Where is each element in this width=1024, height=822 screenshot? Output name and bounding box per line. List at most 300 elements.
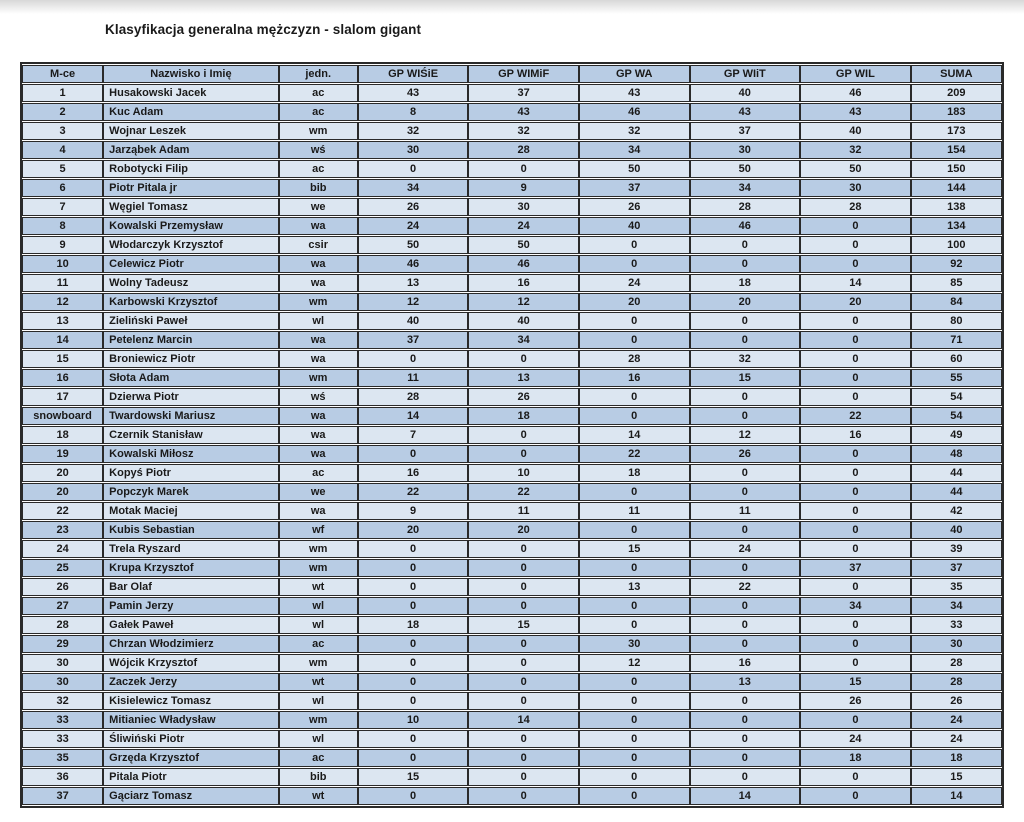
- cell-gp-wiit: 0: [690, 388, 801, 406]
- table-row: [22, 616, 1002, 634]
- cell-gp-wimif: 0: [468, 559, 579, 577]
- page-title: Klasyfikacja generalna mężczyzn - slalom gigant: [105, 22, 422, 37]
- cell-gp-wiit: 34: [690, 179, 801, 197]
- table-row: [22, 122, 1002, 140]
- cell-gp-wisie: 43: [358, 84, 469, 102]
- cell-gp-wa: 0: [579, 787, 690, 805]
- cell-name: Trela Ryszard: [103, 540, 279, 558]
- cell-suma: 24: [911, 730, 1002, 748]
- cell-name: Włodarczyk Krzysztof: [103, 236, 279, 254]
- cell-suma: 26: [911, 692, 1002, 710]
- table-row: [22, 103, 1002, 121]
- cell-gp-wisie: 0: [358, 540, 469, 558]
- cell-gp-wa: 24: [579, 274, 690, 292]
- cell-name: Wojnar Leszek: [103, 122, 279, 140]
- table-row: [22, 312, 1002, 330]
- column-header-gp-wisie: GP WIŚiE: [358, 65, 469, 83]
- cell-gp-wisie: 32: [358, 122, 469, 140]
- cell-gp-wimif: 0: [468, 635, 579, 653]
- cell-gp-wimif: 10: [468, 464, 579, 482]
- cell-gp-wimif: 40: [468, 312, 579, 330]
- cell-name: Dzierwa Piotr: [103, 388, 279, 406]
- cell-rank: 35: [22, 749, 103, 767]
- cell-gp-wiit: 0: [690, 255, 801, 273]
- cell-gp-wil: 50: [800, 160, 911, 178]
- cell-gp-wiit: 0: [690, 312, 801, 330]
- cell-rank: 17: [22, 388, 103, 406]
- cell-gp-wil: 0: [800, 578, 911, 596]
- cell-name: Kisielewicz Tomasz: [103, 692, 279, 710]
- cell-name: Petelenz Marcin: [103, 331, 279, 349]
- cell-rank: 18: [22, 426, 103, 444]
- cell-suma: 28: [911, 654, 1002, 672]
- cell-gp-wimif: 50: [468, 236, 579, 254]
- cell-gp-wil: 46: [800, 84, 911, 102]
- cell-gp-wiit: 43: [690, 103, 801, 121]
- cell-gp-wiit: 37: [690, 122, 801, 140]
- cell-suma: 24: [911, 711, 1002, 729]
- cell-gp-wisie: 0: [358, 635, 469, 653]
- cell-gp-wimif: 9: [468, 179, 579, 197]
- cell-gp-wa: 32: [579, 122, 690, 140]
- cell-unit: wa: [279, 255, 358, 273]
- cell-gp-wiit: 46: [690, 217, 801, 235]
- cell-gp-wimif: 24: [468, 217, 579, 235]
- cell-suma: 44: [911, 464, 1002, 482]
- cell-gp-wimif: 26: [468, 388, 579, 406]
- column-header-rank: M-ce: [22, 65, 103, 83]
- cell-gp-wil: 0: [800, 616, 911, 634]
- cell-gp-wa: 0: [579, 312, 690, 330]
- cell-rank: 32: [22, 692, 103, 710]
- cell-gp-wisie: 12: [358, 293, 469, 311]
- cell-name: Jarząbek Adam: [103, 141, 279, 159]
- cell-gp-wisie: 0: [358, 749, 469, 767]
- cell-gp-wiit: 50: [690, 160, 801, 178]
- cell-name: Gałek Paweł: [103, 616, 279, 634]
- cell-gp-wa: 30: [579, 635, 690, 653]
- cell-gp-wisie: 7: [358, 426, 469, 444]
- cell-gp-wiit: 0: [690, 692, 801, 710]
- cell-gp-wiit: 0: [690, 407, 801, 425]
- cell-unit: wa: [279, 445, 358, 463]
- cell-gp-wil: 0: [800, 768, 911, 786]
- cell-suma: 134: [911, 217, 1002, 235]
- cell-unit: bib: [279, 768, 358, 786]
- cell-rank: 33: [22, 711, 103, 729]
- cell-name: Twardowski Mariusz: [103, 407, 279, 425]
- cell-gp-wa: 0: [579, 255, 690, 273]
- cell-rank: 9: [22, 236, 103, 254]
- cell-gp-wa: 0: [579, 711, 690, 729]
- cell-name: Kowalski Miłosz: [103, 445, 279, 463]
- cell-gp-wa: 46: [579, 103, 690, 121]
- cell-gp-wimif: 12: [468, 293, 579, 311]
- cell-gp-wa: 14: [579, 426, 690, 444]
- cell-gp-wisie: 8: [358, 103, 469, 121]
- cell-gp-wil: 0: [800, 787, 911, 805]
- cell-gp-wil: 24: [800, 730, 911, 748]
- cell-suma: 80: [911, 312, 1002, 330]
- table-row: [22, 559, 1002, 577]
- cell-gp-wa: 34: [579, 141, 690, 159]
- cell-gp-wa: 11: [579, 502, 690, 520]
- cell-gp-wiit: 32: [690, 350, 801, 368]
- cell-rank: 5: [22, 160, 103, 178]
- cell-unit: wm: [279, 293, 358, 311]
- cell-suma: 71: [911, 331, 1002, 349]
- cell-gp-wimif: 43: [468, 103, 579, 121]
- cell-gp-wil: 0: [800, 350, 911, 368]
- cell-gp-wa: 22: [579, 445, 690, 463]
- table-row: [22, 673, 1002, 691]
- cell-gp-wisie: 34: [358, 179, 469, 197]
- cell-rank: 29: [22, 635, 103, 653]
- cell-gp-wiit: 0: [690, 749, 801, 767]
- cell-gp-wisie: 40: [358, 312, 469, 330]
- cell-suma: 28: [911, 673, 1002, 691]
- cell-unit: wt: [279, 578, 358, 596]
- table-row: [22, 540, 1002, 558]
- cell-suma: 34: [911, 597, 1002, 615]
- cell-unit: wl: [279, 597, 358, 615]
- cell-gp-wiit: 12: [690, 426, 801, 444]
- cell-gp-wisie: 0: [358, 597, 469, 615]
- cell-gp-wimif: 30: [468, 198, 579, 216]
- cell-gp-wiit: 0: [690, 635, 801, 653]
- cell-suma: 14: [911, 787, 1002, 805]
- cell-gp-wil: 0: [800, 255, 911, 273]
- cell-rank: 14: [22, 331, 103, 349]
- cell-suma: 18: [911, 749, 1002, 767]
- cell-name: Motak Maciej: [103, 502, 279, 520]
- cell-unit: we: [279, 483, 358, 501]
- cell-rank: 36: [22, 768, 103, 786]
- cell-gp-wiit: 24: [690, 540, 801, 558]
- cell-gp-wiit: 0: [690, 464, 801, 482]
- cell-suma: 84: [911, 293, 1002, 311]
- cell-gp-wisie: 0: [358, 445, 469, 463]
- cell-gp-wiit: 0: [690, 559, 801, 577]
- cell-gp-wiit: 28: [690, 198, 801, 216]
- cell-gp-wimif: 28: [468, 141, 579, 159]
- cell-gp-wil: 0: [800, 521, 911, 539]
- cell-name: Wójcik Krzysztof: [103, 654, 279, 672]
- cell-unit: wm: [279, 654, 358, 672]
- table-row: [22, 730, 1002, 748]
- cell-gp-wa: 15: [579, 540, 690, 558]
- cell-gp-wil: 0: [800, 654, 911, 672]
- cell-unit: ac: [279, 160, 358, 178]
- cell-name: Piotr Pitala jr: [103, 179, 279, 197]
- table-row: [22, 597, 1002, 615]
- cell-name: Chrzan Włodzimierz: [103, 635, 279, 653]
- cell-gp-wimif: 0: [468, 673, 579, 691]
- cell-gp-wil: 0: [800, 711, 911, 729]
- cell-unit: wś: [279, 388, 358, 406]
- cell-name: Kubis Sebastian: [103, 521, 279, 539]
- cell-gp-wimif: 32: [468, 122, 579, 140]
- cell-name: Popczyk Marek: [103, 483, 279, 501]
- cell-gp-wimif: 15: [468, 616, 579, 634]
- cell-unit: ac: [279, 103, 358, 121]
- cell-gp-wisie: 0: [358, 654, 469, 672]
- cell-gp-wimif: 0: [468, 578, 579, 596]
- cell-gp-wa: 0: [579, 388, 690, 406]
- cell-name: Zaczek Jerzy: [103, 673, 279, 691]
- cell-gp-wimif: 0: [468, 692, 579, 710]
- cell-gp-wa: 0: [579, 692, 690, 710]
- cell-gp-wimif: 0: [468, 654, 579, 672]
- cell-gp-wil: 0: [800, 312, 911, 330]
- cell-gp-wisie: 0: [358, 787, 469, 805]
- cell-name: Gąciarz Tomasz: [103, 787, 279, 805]
- cell-gp-wiit: 0: [690, 521, 801, 539]
- cell-rank: 19: [22, 445, 103, 463]
- table-row: [22, 483, 1002, 501]
- table-row: [22, 84, 1002, 102]
- cell-suma: 54: [911, 388, 1002, 406]
- header-row: [22, 65, 1002, 83]
- cell-unit: wt: [279, 787, 358, 805]
- table-row: [22, 198, 1002, 216]
- cell-gp-wimif: 0: [468, 540, 579, 558]
- cell-gp-wisie: 10: [358, 711, 469, 729]
- cell-gp-wimif: 0: [468, 768, 579, 786]
- cell-gp-wiit: 16: [690, 654, 801, 672]
- cell-gp-wimif: 20: [468, 521, 579, 539]
- cell-unit: wl: [279, 616, 358, 634]
- cell-gp-wa: 0: [579, 597, 690, 615]
- table-row: [22, 350, 1002, 368]
- cell-gp-wimif: 0: [468, 787, 579, 805]
- table-row: [22, 787, 1002, 805]
- cell-gp-wil: 0: [800, 464, 911, 482]
- cell-gp-wil: 32: [800, 141, 911, 159]
- table-row: [22, 464, 1002, 482]
- cell-gp-wa: 0: [579, 559, 690, 577]
- cell-name: Pitala Piotr: [103, 768, 279, 786]
- table-row: [22, 141, 1002, 159]
- cell-gp-wisie: 16: [358, 464, 469, 482]
- table-row: [22, 217, 1002, 235]
- column-header-gp-wa: GP WA: [579, 65, 690, 83]
- cell-unit: wt: [279, 673, 358, 691]
- cell-gp-wiit: 22: [690, 578, 801, 596]
- cell-gp-wa: 0: [579, 483, 690, 501]
- cell-gp-wiit: 18: [690, 274, 801, 292]
- cell-name: Mitianiec Władysław: [103, 711, 279, 729]
- cell-suma: 85: [911, 274, 1002, 292]
- cell-gp-wil: 0: [800, 388, 911, 406]
- cell-gp-wil: 0: [800, 483, 911, 501]
- cell-unit: wl: [279, 692, 358, 710]
- cell-gp-wa: 20: [579, 293, 690, 311]
- cell-gp-wimif: 0: [468, 426, 579, 444]
- cell-gp-wisie: 11: [358, 369, 469, 387]
- cell-unit: wa: [279, 274, 358, 292]
- cell-rank: 37: [22, 787, 103, 805]
- table-row: [22, 692, 1002, 710]
- cell-suma: 150: [911, 160, 1002, 178]
- cell-gp-wisie: 46: [358, 255, 469, 273]
- cell-gp-wiit: 0: [690, 331, 801, 349]
- cell-gp-wa: 12: [579, 654, 690, 672]
- cell-gp-wa: 16: [579, 369, 690, 387]
- cell-suma: 15: [911, 768, 1002, 786]
- cell-gp-wimif: 13: [468, 369, 579, 387]
- cell-suma: 42: [911, 502, 1002, 520]
- cell-rank: 30: [22, 673, 103, 691]
- cell-gp-wa: 18: [579, 464, 690, 482]
- cell-unit: wl: [279, 312, 358, 330]
- table-row: [22, 179, 1002, 197]
- cell-gp-wil: 37: [800, 559, 911, 577]
- cell-gp-wisie: 0: [358, 559, 469, 577]
- cell-gp-wiit: 0: [690, 236, 801, 254]
- cell-gp-wisie: 30: [358, 141, 469, 159]
- cell-gp-wisie: 15: [358, 768, 469, 786]
- cell-rank: 25: [22, 559, 103, 577]
- cell-gp-wil: 0: [800, 236, 911, 254]
- cell-name: Kuc Adam: [103, 103, 279, 121]
- cell-gp-wisie: 20: [358, 521, 469, 539]
- cell-name: Krupa Krzysztof: [103, 559, 279, 577]
- cell-rank: 16: [22, 369, 103, 387]
- cell-gp-wimif: 11: [468, 502, 579, 520]
- column-header-gp-wimif: GP WIMiF: [468, 65, 579, 83]
- cell-rank: 27: [22, 597, 103, 615]
- cell-suma: 48: [911, 445, 1002, 463]
- cell-name: Karbowski Krzysztof: [103, 293, 279, 311]
- cell-unit: wf: [279, 521, 358, 539]
- cell-gp-wisie: 0: [358, 730, 469, 748]
- cell-unit: wa: [279, 407, 358, 425]
- cell-gp-wisie: 0: [358, 350, 469, 368]
- cell-gp-wiit: 0: [690, 616, 801, 634]
- cell-gp-wil: 43: [800, 103, 911, 121]
- cell-gp-wa: 0: [579, 730, 690, 748]
- cell-gp-wil: 14: [800, 274, 911, 292]
- table-row: [22, 369, 1002, 387]
- cell-suma: 54: [911, 407, 1002, 425]
- cell-suma: 183: [911, 103, 1002, 121]
- cell-gp-wil: 0: [800, 502, 911, 520]
- cell-unit: we: [279, 198, 358, 216]
- cell-name: Kowalski Przemysław: [103, 217, 279, 235]
- cell-name: Kopyś Piotr: [103, 464, 279, 482]
- cell-gp-wa: 37: [579, 179, 690, 197]
- cell-gp-wimif: 34: [468, 331, 579, 349]
- cell-rank: 12: [22, 293, 103, 311]
- cell-name: Czernik Stanisław: [103, 426, 279, 444]
- table-row: [22, 711, 1002, 729]
- cell-gp-wil: 40: [800, 122, 911, 140]
- table-row: [22, 521, 1002, 539]
- cell-gp-wimif: 37: [468, 84, 579, 102]
- cell-unit: csir: [279, 236, 358, 254]
- cell-gp-wimif: 22: [468, 483, 579, 501]
- cell-gp-wisie: 18: [358, 616, 469, 634]
- table-row: [22, 407, 1002, 425]
- cell-gp-wa: 0: [579, 673, 690, 691]
- column-header-name: Nazwisko i Imię: [103, 65, 279, 83]
- cell-unit: wa: [279, 331, 358, 349]
- top-shadow: [0, 0, 1024, 14]
- cell-gp-wimif: 18: [468, 407, 579, 425]
- cell-rank: 15: [22, 350, 103, 368]
- cell-rank: 4: [22, 141, 103, 159]
- cell-rank: 30: [22, 654, 103, 672]
- cell-unit: wa: [279, 502, 358, 520]
- cell-name: Grzęda Krzysztof: [103, 749, 279, 767]
- table-row: [22, 654, 1002, 672]
- cell-unit: wm: [279, 122, 358, 140]
- cell-unit: wa: [279, 217, 358, 235]
- cell-suma: 60: [911, 350, 1002, 368]
- cell-suma: 49: [911, 426, 1002, 444]
- table-header: [22, 65, 1002, 83]
- table-row: [22, 749, 1002, 767]
- cell-suma: 40: [911, 521, 1002, 539]
- table-row: [22, 502, 1002, 520]
- table-row: [22, 293, 1002, 311]
- cell-unit: wm: [279, 540, 358, 558]
- table-row: [22, 236, 1002, 254]
- cell-gp-wa: 50: [579, 160, 690, 178]
- cell-gp-wisie: 0: [358, 160, 469, 178]
- cell-gp-wimif: 0: [468, 730, 579, 748]
- cell-suma: 33: [911, 616, 1002, 634]
- cell-suma: 55: [911, 369, 1002, 387]
- cell-gp-wimif: 0: [468, 597, 579, 615]
- cell-gp-wiit: 26: [690, 445, 801, 463]
- cell-gp-wisie: 0: [358, 692, 469, 710]
- cell-gp-wil: 30: [800, 179, 911, 197]
- cell-unit: wm: [279, 711, 358, 729]
- cell-unit: wś: [279, 141, 358, 159]
- cell-suma: 92: [911, 255, 1002, 273]
- cell-suma: 30: [911, 635, 1002, 653]
- cell-gp-wisie: 50: [358, 236, 469, 254]
- cell-unit: ac: [279, 464, 358, 482]
- cell-unit: wl: [279, 730, 358, 748]
- cell-gp-wa: 0: [579, 521, 690, 539]
- cell-gp-wiit: 13: [690, 673, 801, 691]
- cell-name: Węgiel Tomasz: [103, 198, 279, 216]
- cell-rank: 8: [22, 217, 103, 235]
- cell-name: Pamin Jerzy: [103, 597, 279, 615]
- table-row: [22, 160, 1002, 178]
- cell-unit: wm: [279, 559, 358, 577]
- cell-gp-wa: 13: [579, 578, 690, 596]
- cell-gp-wiit: 14: [690, 787, 801, 805]
- cell-suma: 144: [911, 179, 1002, 197]
- cell-rank: 24: [22, 540, 103, 558]
- cell-gp-wiit: 0: [690, 711, 801, 729]
- cell-gp-wisie: 26: [358, 198, 469, 216]
- cell-gp-wisie: 22: [358, 483, 469, 501]
- cell-rank: 20: [22, 483, 103, 501]
- table-row: [22, 578, 1002, 596]
- cell-rank: snowboard: [22, 407, 103, 425]
- cell-gp-wil: 0: [800, 331, 911, 349]
- table-row: [22, 635, 1002, 653]
- cell-gp-wa: 0: [579, 407, 690, 425]
- cell-gp-wisie: 0: [358, 578, 469, 596]
- cell-name: Słota Adam: [103, 369, 279, 387]
- cell-gp-wil: 0: [800, 445, 911, 463]
